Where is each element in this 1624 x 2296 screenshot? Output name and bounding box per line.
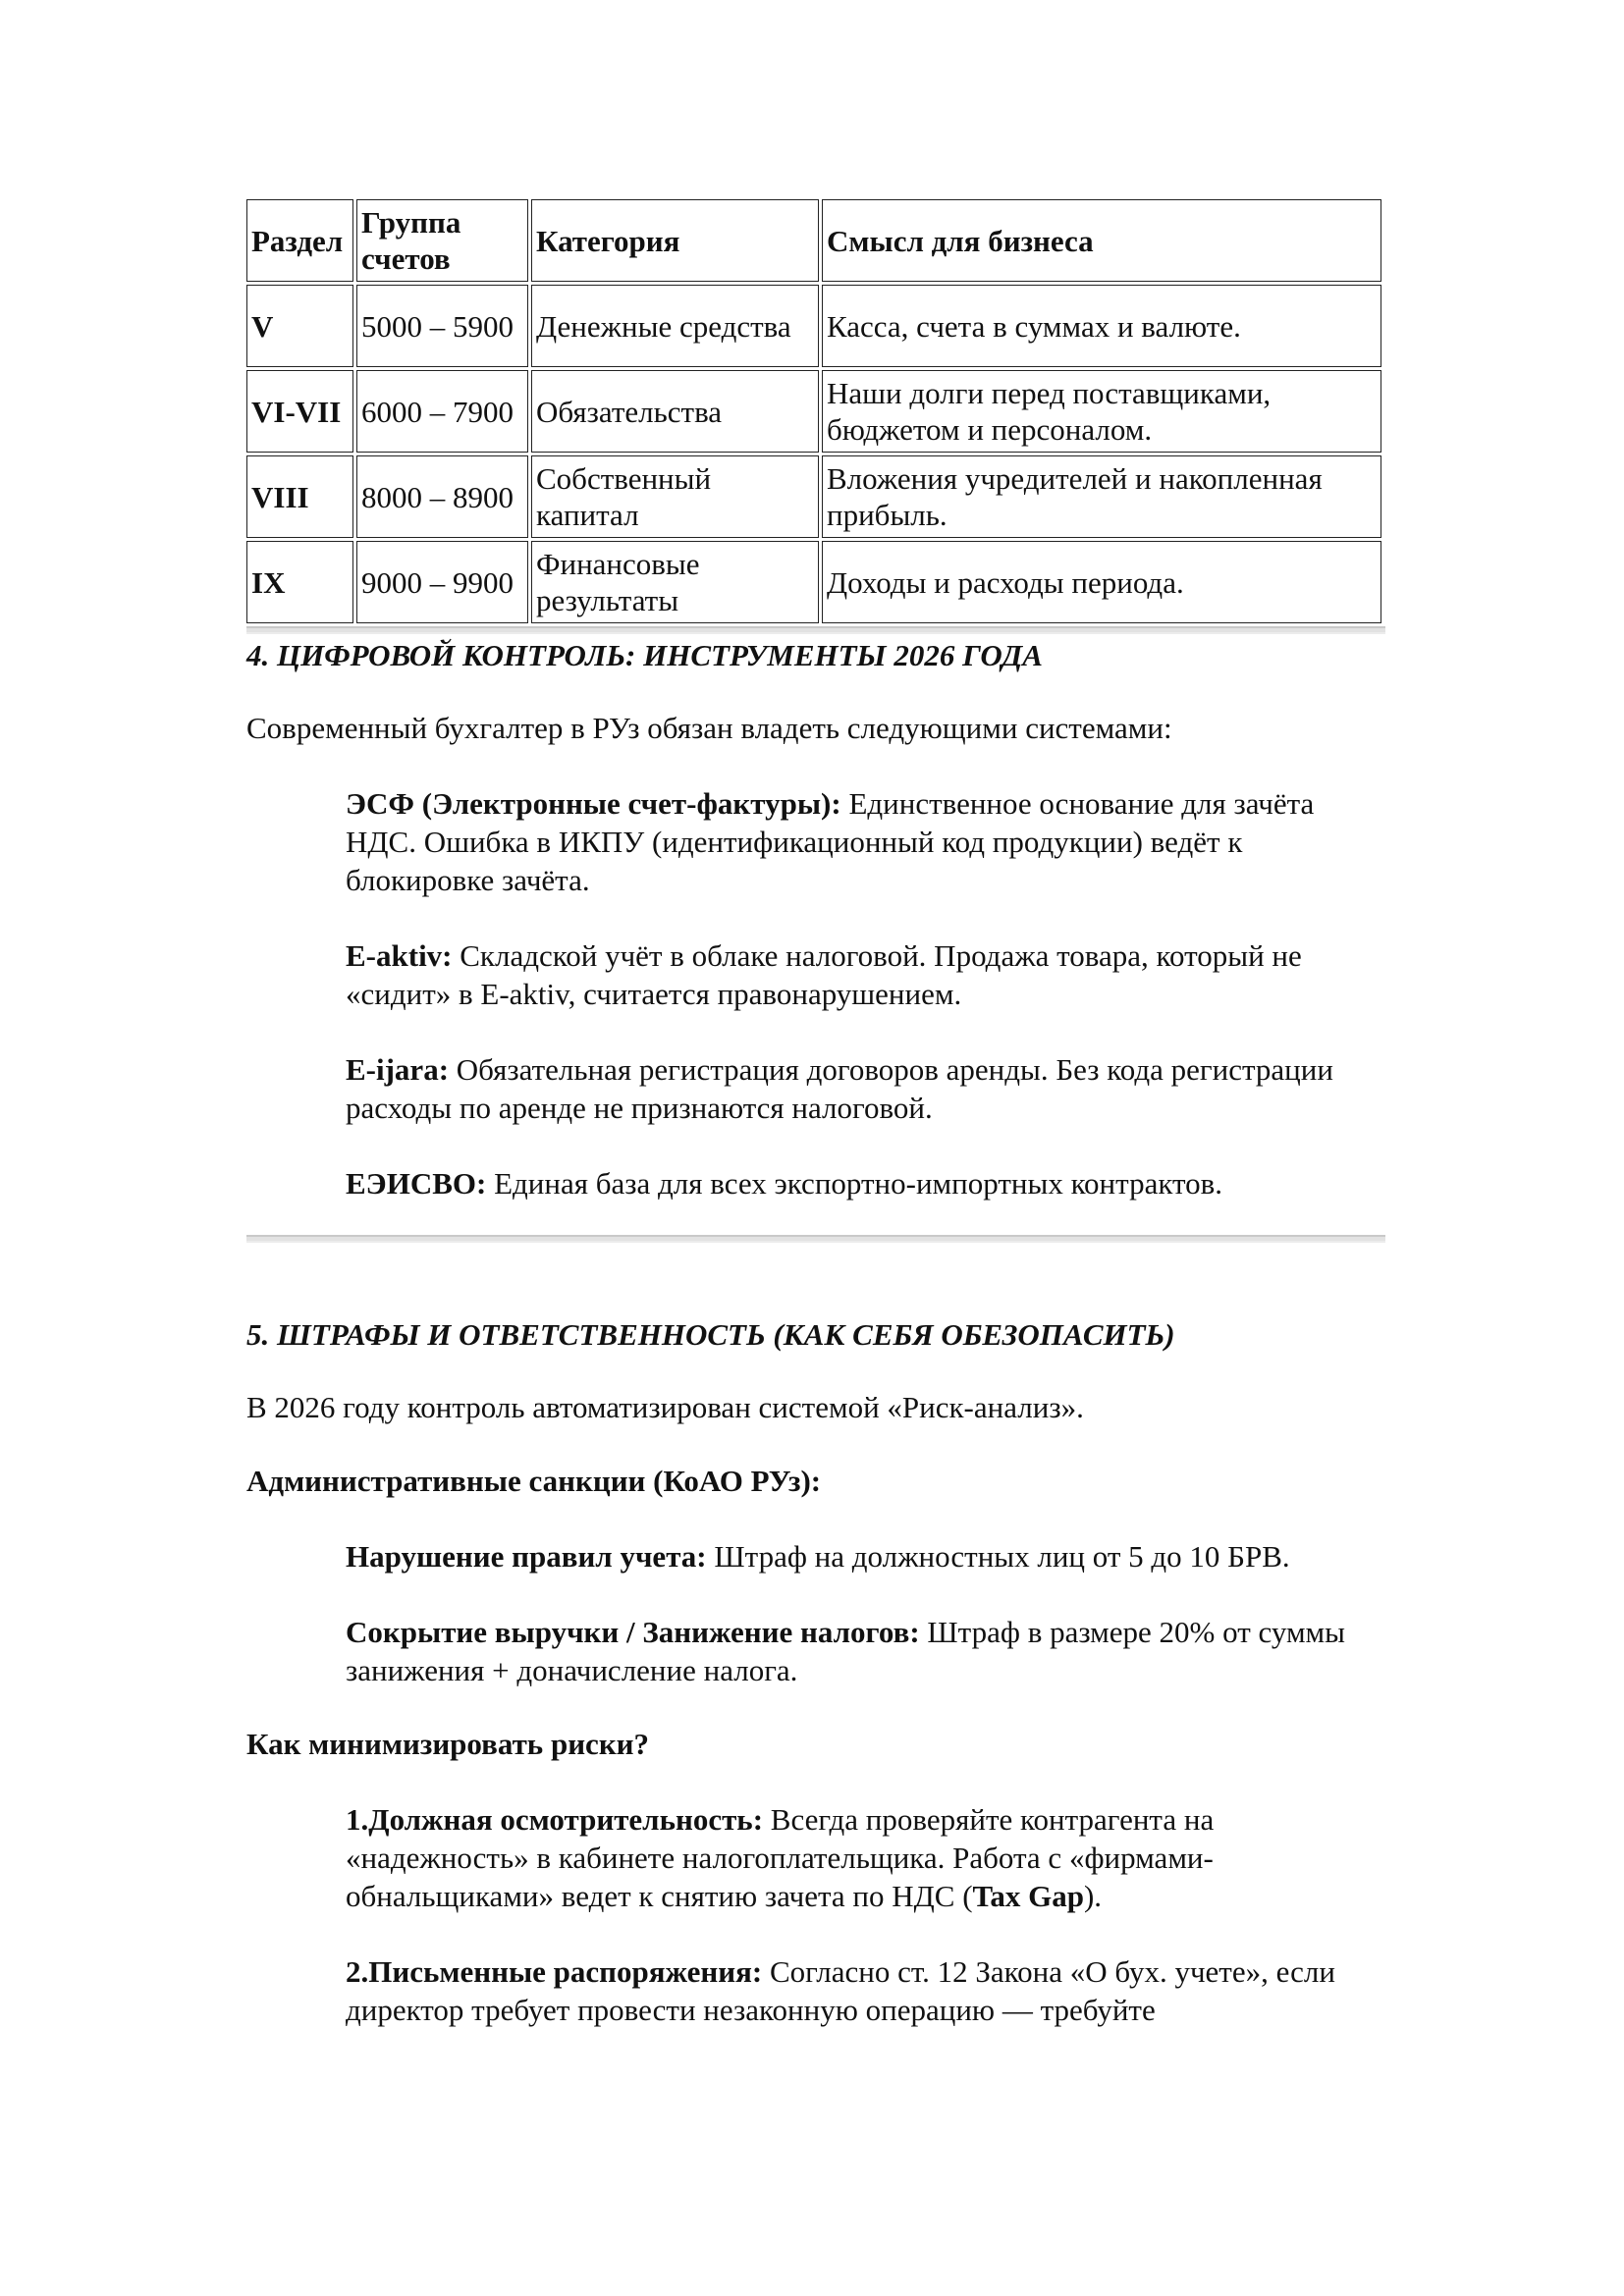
cell-section: VIII	[246, 455, 353, 538]
list-item	[346, 1800, 1386, 1915]
horizontal-rule	[246, 1235, 1385, 1243]
item-text: Всегда проверяйте контрагента на «надежность» в кабинете налогоплательщика. Работа с «фирмами-обнальщиками» ведет к снятию зачета по НДС (	[346, 1802, 1215, 1913]
cell-meaning: Вложения учредителей и накопленная прибыль.	[822, 455, 1381, 538]
risks-heading	[246, 1725, 1390, 1763]
document-page	[246, 196, 1390, 2029]
cell-category: Финансовые результаты	[531, 541, 819, 623]
cell-meaning: Наши долги перед поставщиками, бюджетом и персоналом.	[822, 370, 1381, 453]
item-text: Штраф на должностных лиц от 5 до 10 БРВ.	[706, 1539, 1290, 1574]
item-term: Нарушение правил учета:	[346, 1539, 707, 1574]
item-text: Штраф в размере 20% от суммы занижения + доначисление налога.	[346, 1615, 1346, 1687]
section-4-intro: Современный бухгалтер в РУз обязан владеть следующими системами:	[246, 711, 1172, 745]
item-end: ).	[1083, 1879, 1103, 1913]
item-term: ЕЭИСВО:	[346, 1166, 487, 1201]
item-term: 1.Должная осмотрительность:	[346, 1802, 764, 1837]
cell-section: V	[246, 285, 353, 367]
accounts-table	[244, 196, 1384, 626]
sanctions-heading-text: Административные санкции (КоАО РУз):	[246, 1464, 822, 1498]
header-meaning: Смысл для бизнеса	[822, 199, 1381, 282]
cell-group: 6000 – 7900	[356, 370, 528, 453]
cell-category: Денежные средства	[531, 285, 819, 367]
cell-category: Собственный капитал	[531, 455, 819, 538]
sanctions-heading	[246, 1462, 1390, 1500]
section-4-title: 4. ЦИФРОВОЙ КОНТРОЛЬ: ИНСТРУМЕНТЫ 2026 ГОДА	[246, 638, 1043, 672]
item-term: ЭСФ (Электронные счет-фактуры):	[346, 786, 841, 821]
header-section: Раздел	[246, 199, 353, 282]
section-5-title: 5. ШТРАФЫ И ОТВЕТСТВЕННОСТЬ (КАК СЕБЯ ОБЕЗОПАСИТЬ)	[246, 1317, 1175, 1352]
table-row	[246, 541, 1381, 623]
list-item	[346, 936, 1386, 1013]
risks-heading-text: Как минимизировать риски?	[246, 1727, 650, 1761]
item-term: E-ijara:	[346, 1052, 450, 1087]
cell-category: Обязательства	[531, 370, 819, 453]
cell-group: 5000 – 5900	[356, 285, 528, 367]
list-item	[346, 1952, 1386, 2029]
item-bold-tail: Tax Gap	[972, 1879, 1084, 1913]
item-text: Обязательная регистрация договоров аренды. Без кода регистрации расходы по аренде не признаются налоговой.	[346, 1052, 1333, 1125]
header-group: Группа счетов	[356, 199, 528, 282]
table-row	[246, 370, 1381, 453]
item-text: Согласно ст. 12 Закона «О бух. учете», если директор требует провести незаконную операцию — требуйте	[346, 1954, 1335, 2027]
list-item	[346, 1537, 1386, 1575]
item-text: Складской учёт в облаке налоговой. Продажа товара, который не «сидит» в E-aktiv, считается правонарушением.	[346, 938, 1302, 1011]
cell-group: 8000 – 8900	[356, 455, 528, 538]
section-5-intro: В 2026 году контроль автоматизирован системой «Риск-анализ».	[246, 1390, 1084, 1424]
item-text: Единственное основание для зачёта НДС. Ошибка в ИКПУ (идентификационный код продукции) ведёт к блокировке зачёта.	[346, 786, 1315, 897]
item-term: 2.Письменные распоряжения:	[346, 1954, 763, 1989]
cell-meaning: Касса, счета в суммах и валюте.	[822, 285, 1381, 367]
list-item	[346, 784, 1386, 899]
list-item	[346, 1613, 1386, 1689]
cell-section: VI-VII	[246, 370, 353, 453]
item-term: E-aktiv:	[346, 938, 453, 973]
list-item	[346, 1050, 1386, 1127]
table-row	[246, 285, 1381, 367]
list-item	[346, 1164, 1386, 1202]
cell-group: 9000 – 9900	[356, 541, 528, 623]
table-header-row	[246, 199, 1381, 282]
horizontal-rule	[246, 626, 1385, 634]
cell-section: IX	[246, 541, 353, 623]
item-term: Сокрытие выручки / Занижение налогов:	[346, 1615, 920, 1649]
cell-meaning: Доходы и расходы периода.	[822, 541, 1381, 623]
item-text: Единая база для всех экспортно-импортных контрактов.	[486, 1166, 1223, 1201]
header-category: Категория	[531, 199, 819, 282]
table-row	[246, 455, 1381, 538]
